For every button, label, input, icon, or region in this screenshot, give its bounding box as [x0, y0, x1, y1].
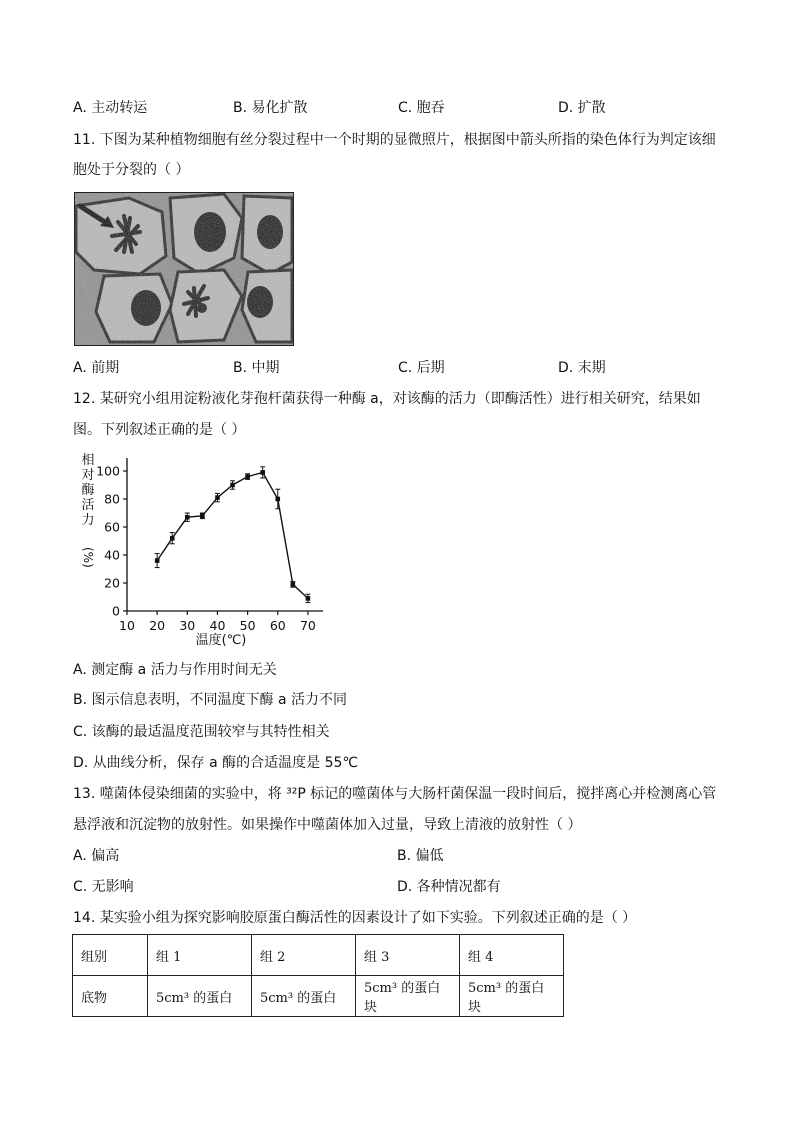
series-polyline: [157, 472, 308, 598]
q13-stem-line1: 13. 噬菌体侵染细菌的实验中，将 ³²P 标记的噬菌体与大肠杆菌保温一段时间后，搅拌离心并检测离心管: [73, 786, 717, 802]
q13-option-a: A. 偏高: [73, 848, 120, 864]
table-header-row: [73, 935, 564, 976]
enzyme-activity-chart: [73, 448, 333, 650]
q11-option-d: D. 末期: [558, 360, 606, 376]
q10-option-d: D. 扩散: [558, 100, 606, 116]
y-tick-label: 100: [96, 463, 120, 479]
table-header-cell: 组 1: [148, 935, 252, 976]
y-tick-label: 40: [104, 547, 120, 563]
micrograph-image: [74, 192, 294, 346]
q13-option-c: C. 无影响: [73, 879, 134, 895]
q11-option-a: A. 前期: [73, 360, 120, 376]
table-row: [73, 976, 564, 1017]
x-tick-label: 70: [299, 618, 316, 633]
q14-stem-line1: 14. 某实验小组为探究影响胶原蛋白酶活性的因素设计了如下实验。下列叙述正确的是（ ）: [73, 910, 637, 926]
x-axis-label: 温度(℃): [195, 633, 247, 648]
table-row-label: 底物: [73, 976, 148, 1017]
q11-stem-line2: 胞处于分裂的（ ）: [73, 162, 190, 178]
y-axis-label: [81, 452, 95, 568]
x-tick-label: 30: [179, 618, 196, 633]
y-tick-label: 60: [104, 519, 120, 535]
data-point: [275, 497, 280, 502]
data-point: [230, 483, 235, 488]
y-tick-label: 80: [104, 491, 120, 507]
x-tick-label: 10: [119, 618, 135, 633]
y-tick-label: 20: [104, 575, 120, 591]
data-point: [185, 515, 190, 520]
table-header-cell: 组 3: [356, 935, 460, 976]
x-tick-label: 40: [209, 618, 226, 633]
y-label-unit-text: (%): [81, 547, 95, 568]
series-line: [155, 467, 311, 603]
q10-option-c: C. 胞吞: [398, 100, 445, 116]
q10-option-b: B. 易化扩散: [233, 100, 308, 116]
x-ticks: [119, 611, 316, 633]
q11-option-b: B. 中期: [233, 360, 280, 376]
table-cell: 5cm³ 的蛋白块: [356, 976, 460, 1017]
table-cell: 5cm³ 的蛋白: [148, 976, 252, 1017]
table-header-cell: 组别: [73, 935, 148, 976]
y-tick-label: 0: [112, 603, 120, 619]
y-label-char: 活: [81, 498, 95, 513]
experiment-table: [72, 934, 564, 1017]
x-tick-label: 20: [149, 618, 166, 633]
y-label-char: 力: [81, 513, 95, 528]
table-header-cell: 组 2: [252, 935, 356, 976]
data-point: [215, 495, 220, 500]
q10-option-a: A. 主动转运: [73, 100, 148, 116]
data-point: [245, 474, 250, 479]
table-header-cell: 组 4: [460, 935, 564, 976]
y-label-char: 酶: [81, 483, 95, 498]
q12-option-b: B. 图示信息表明，不同温度下酶 a 活力不同: [73, 692, 347, 708]
x-tick-label: 50: [239, 618, 256, 633]
x-tick-label: 60: [269, 618, 286, 633]
q12-option-c: C. 该酶的最适温度范围较窄与其特性相关: [73, 724, 330, 740]
y-label-char: 对: [81, 468, 95, 483]
y-ticks: [96, 464, 127, 619]
chart-axes: [127, 458, 323, 611]
q11-option-c: C. 后期: [398, 360, 445, 376]
q12-stem-line1: 12. 某研究小组用淀粉液化芽孢杆菌获得一种酶 a，对该酶的活力（即酶活性）进行相关研究，结果如: [73, 391, 701, 407]
q12-stem-line2: 图。下列叙述正确的是（ ）: [73, 422, 246, 438]
data-point: [200, 514, 205, 519]
data-point: [306, 596, 311, 601]
q13-option-d: D. 各种情况都有: [397, 879, 501, 895]
q13-stem-line2: 悬浮液和沉淀物的放射性。如果操作中噬菌体加入过量，导致上清液的放射性（ ）: [73, 817, 582, 833]
q12-option-a: A. 测定酶 a 活力与作用时间无关: [73, 662, 277, 678]
q12-option-d: D. 从曲线分析，保存 a 酶的合适温度是 55℃: [73, 755, 359, 771]
data-point: [155, 558, 160, 563]
y-label-unit: [81, 547, 95, 568]
table-cell: 5cm³ 的蛋白: [252, 976, 356, 1017]
data-point: [260, 470, 265, 475]
q13-option-b: B. 偏低: [397, 848, 444, 864]
data-point: [170, 536, 175, 541]
y-label-char: 相: [81, 453, 95, 468]
table-cell: 5cm³ 的蛋白块: [460, 976, 564, 1017]
data-point: [291, 582, 296, 587]
q11-stem-line1: 11. 下图为某种植物细胞有丝分裂过程中一个时期的显微照片，根据图中箭头所指的染色体行为判定该细: [73, 132, 716, 148]
